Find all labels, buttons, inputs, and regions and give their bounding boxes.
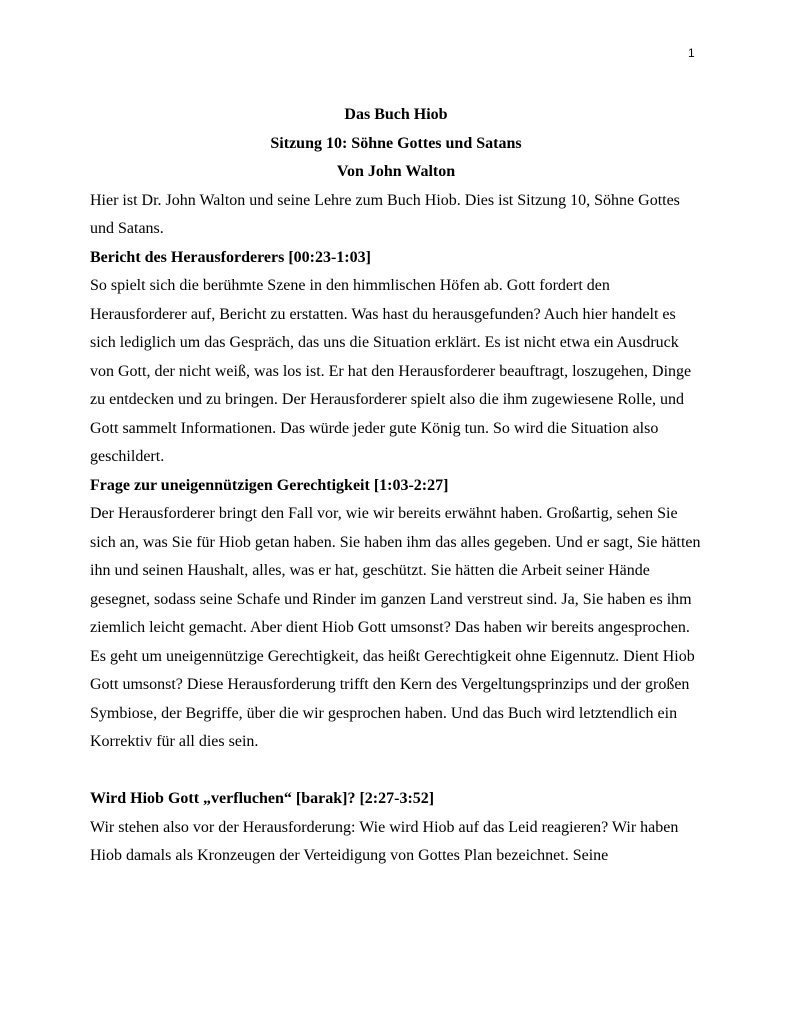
section-paragraph-2: Der Herausforderer bringt den Fall vor, wie wir bereits erwähnt haben. Großartig, sehen Sie sich an, was Sie für Hiob getan haben. Sie haben ihm das alles gegeben. Und er sagt, Sie hätten ihn und seinen Haushalt, alles, was er hat, geschützt. Sie hätten die Arbeit seiner Hände gesegnet, sodass seine Schafe und Rinder im ganzen Land verstreut sind. Ja, Sie haben es ihm ziemlich leicht gemacht. Aber dient Hiob Gott umsonst? Das haben wir bereits angesprochen. Es geht um uneigennützige Gerechtigkeit, das heißt Gerechtigkeit ohne Eigennutz. Dient Hiob Gott umsonst? Diese Herausforderung trifft den Kern des Vergeltungsprinzips und der großen Symbiose, der Begriffe, über die wir gesprochen haben. Und das Buch wird letztendlich ein Korrektiv für all dies sein.	[90, 505, 701, 750]
document-body	[90, 101, 702, 871]
section-paragraph-1: So spielt sich die berühmte Szene in den himmlischen Höfen ab. Gott fordert den Herausforderer auf, Bericht zu erstatten. Was hast du herausgefunden? Auch hier handelt es sich lediglich um das Gespräch, das uns die Situation erklärt. Es ist nicht etwa ein Ausdruck von Gott, der nicht weiß, was los ist. Er hat den Herausforderer beauftragt, loszugehen, Dinge zu entdecken und zu bringen. Der Herausforderer spielt also die ihm zugewiesene Rolle, und Gott sammelt Informationen. Das würde jeder gute König tun. So wird die Situation also geschildert.	[90, 277, 692, 465]
section-heading-2: Frage zur uneigennützigen Gerechtigkeit [1:03-2:27]	[90, 476, 449, 494]
document-title: Das Buch Hiob	[344, 106, 448, 123]
session-title: Sitzung 10: Söhne Gottes und Satans	[270, 134, 522, 152]
section-heading-3: Wird Hiob Gott „verfluchen“ [barak]? [2:27-3:52]	[90, 790, 435, 807]
section-paragraph-3: Wir stehen also vor der Herausforderung: Wie wird Hiob auf das Leid reagieren? Wir haben Hiob damals als Kronzeugen der Verteidigung von Gottes Plan bezeichnet. Seine	[90, 818, 679, 864]
author-line: Von John Walton	[336, 163, 456, 180]
page-number: 1	[688, 46, 695, 60]
section-heading-1: Bericht des Herausforderers [00:23-1:03]	[90, 248, 371, 266]
intro-paragraph: Hier ist Dr. John Walton und seine Lehre zum Buch Hiob. Dies ist Sitzung 10, Söhne Gottes und Satans.	[90, 191, 680, 237]
paragraph-spacer	[90, 757, 702, 786]
